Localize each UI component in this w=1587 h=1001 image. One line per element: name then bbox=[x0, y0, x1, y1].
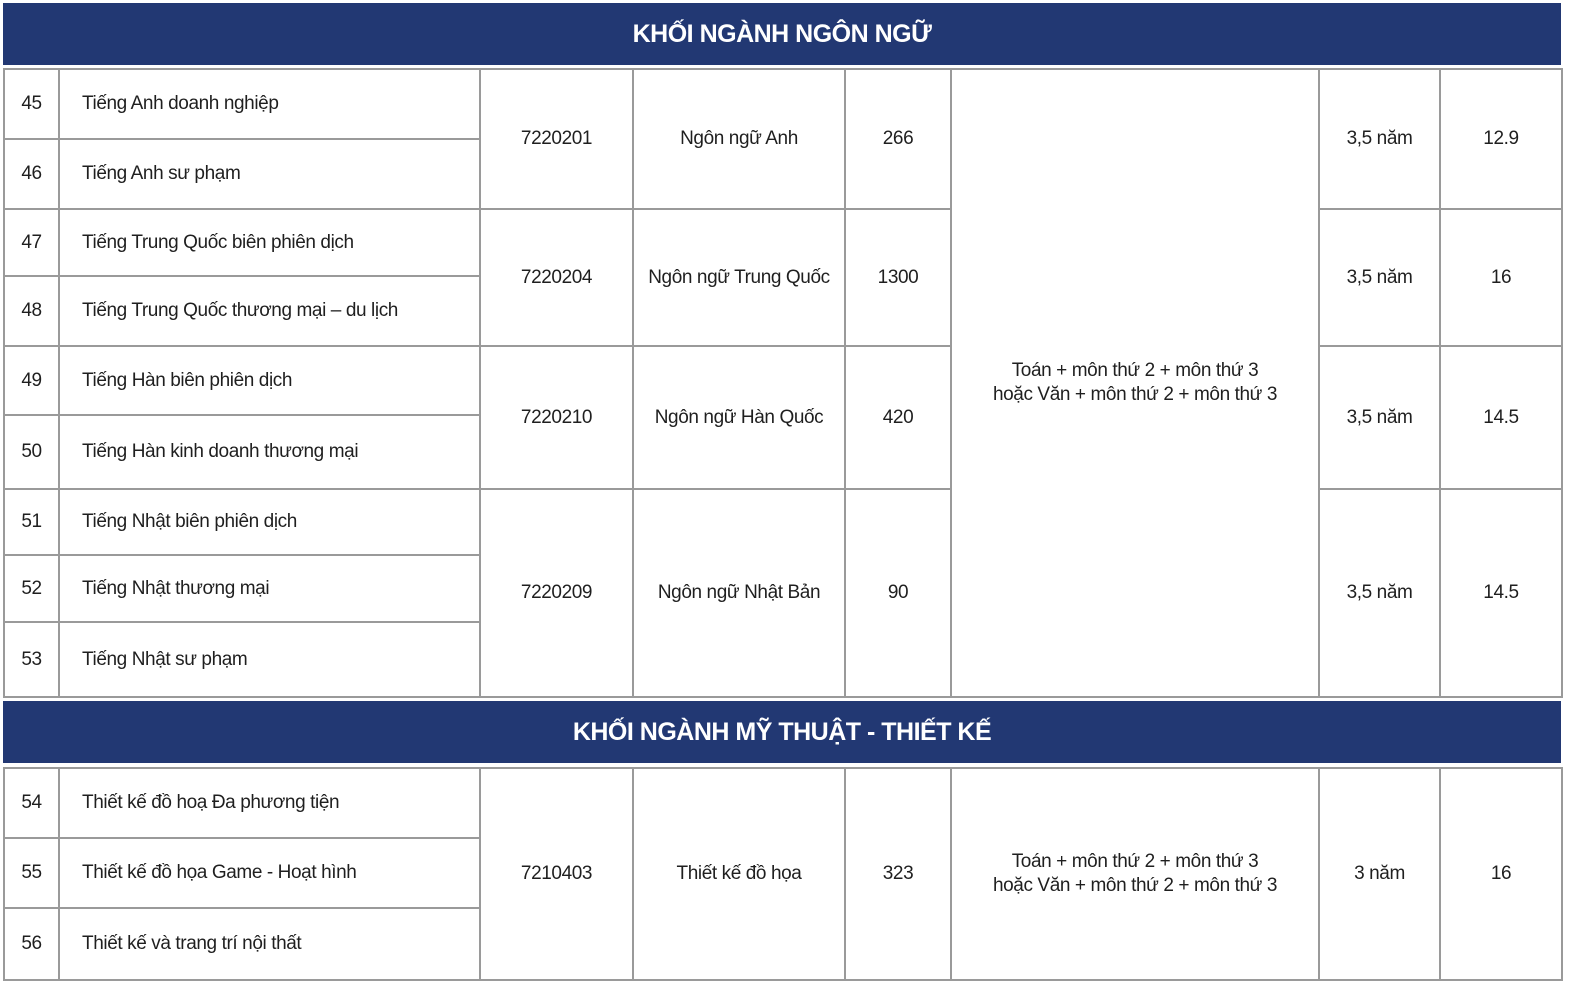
subject-line-1: Toán + môn thứ 2 + môn thứ 3 bbox=[1011, 851, 1259, 872]
table-row bbox=[4, 209, 1562, 276]
subject-line-1: Toán + môn thứ 2 + môn thứ 3 bbox=[1011, 360, 1259, 381]
row-number: 56 bbox=[4, 908, 59, 980]
study-duration: 3,5 năm bbox=[1319, 346, 1440, 489]
row-number: 48 bbox=[4, 276, 59, 346]
row-number: 51 bbox=[4, 489, 59, 555]
major-code: 7220209 bbox=[480, 489, 633, 697]
row-number: 55 bbox=[4, 838, 59, 908]
major-code: 7220210 bbox=[480, 346, 633, 489]
table-row bbox=[4, 768, 1562, 838]
cutoff-score: 12.9 bbox=[1440, 69, 1562, 209]
row-number: 49 bbox=[4, 346, 59, 415]
program-name: Tiếng Nhật biên phiên dịch bbox=[59, 489, 480, 555]
section-header-language: KHỐI NGÀNH NGÔN NGỮ bbox=[3, 3, 1561, 65]
row-number: 45 bbox=[4, 69, 59, 139]
row-number: 53 bbox=[4, 622, 59, 697]
subject-combination bbox=[951, 69, 1319, 697]
quota: 266 bbox=[845, 69, 951, 209]
section-header-design: KHỐI NGÀNH MỸ THUẬT - THIẾT KẾ bbox=[3, 701, 1561, 763]
program-name: Thiết kế và trang trí nội thất bbox=[59, 908, 480, 980]
cutoff-score: 14.5 bbox=[1440, 346, 1562, 489]
major-code: 7220201 bbox=[480, 69, 633, 209]
design-majors-table bbox=[3, 767, 1563, 981]
quota: 90 bbox=[845, 489, 951, 697]
major-name: Ngôn ngữ Hàn Quốc bbox=[633, 346, 845, 489]
program-name: Tiếng Nhật sư phạm bbox=[59, 622, 480, 697]
program-name: Thiết kế đồ hoạ Đa phương tiện bbox=[59, 768, 480, 838]
program-name: Tiếng Hàn biên phiên dịch bbox=[59, 346, 480, 415]
program-name: Tiếng Anh sư phạm bbox=[59, 139, 480, 209]
language-majors-table bbox=[3, 68, 1563, 698]
major-code: 7210403 bbox=[480, 768, 633, 980]
row-number: 52 bbox=[4, 555, 59, 622]
table-row bbox=[4, 489, 1562, 555]
cutoff-score: 16 bbox=[1440, 209, 1562, 346]
major-name: Ngôn ngữ Trung Quốc bbox=[633, 209, 845, 346]
study-duration: 3,5 năm bbox=[1319, 69, 1440, 209]
major-name: Ngôn ngữ Anh bbox=[633, 69, 845, 209]
program-name: Tiếng Anh doanh nghiệp bbox=[59, 69, 480, 139]
major-name: Thiết kế đồ họa bbox=[633, 768, 845, 980]
major-code: 7220204 bbox=[480, 209, 633, 346]
subject-line-2: hoặc Văn + môn thứ 2 + môn thứ 3 bbox=[992, 384, 1278, 405]
cutoff-score: 14.5 bbox=[1440, 489, 1562, 697]
subject-line-2: hoặc Văn + môn thứ 2 + môn thứ 3 bbox=[992, 875, 1278, 896]
quota: 323 bbox=[845, 768, 951, 980]
study-duration: 3,5 năm bbox=[1319, 209, 1440, 346]
study-duration: 3 năm bbox=[1319, 768, 1440, 980]
program-name: Thiết kế đồ họa Game - Hoạt hình bbox=[59, 838, 480, 908]
row-number: 50 bbox=[4, 415, 59, 489]
table-row bbox=[4, 69, 1562, 139]
table-row bbox=[4, 346, 1562, 415]
quota: 1300 bbox=[845, 209, 951, 346]
quota: 420 bbox=[845, 346, 951, 489]
subject-combination bbox=[951, 768, 1319, 980]
major-name: Ngôn ngữ Nhật Bản bbox=[633, 489, 845, 697]
study-duration: 3,5 năm bbox=[1319, 489, 1440, 697]
cutoff-score: 16 bbox=[1440, 768, 1562, 980]
row-number: 46 bbox=[4, 139, 59, 209]
program-name: Tiếng Hàn kinh doanh thương mại bbox=[59, 415, 480, 489]
row-number: 47 bbox=[4, 209, 59, 276]
program-name: Tiếng Nhật thương mại bbox=[59, 555, 480, 622]
row-number: 54 bbox=[4, 768, 59, 838]
program-name: Tiếng Trung Quốc thương mại – du lịch bbox=[59, 276, 480, 346]
program-name: Tiếng Trung Quốc biên phiên dịch bbox=[59, 209, 480, 276]
